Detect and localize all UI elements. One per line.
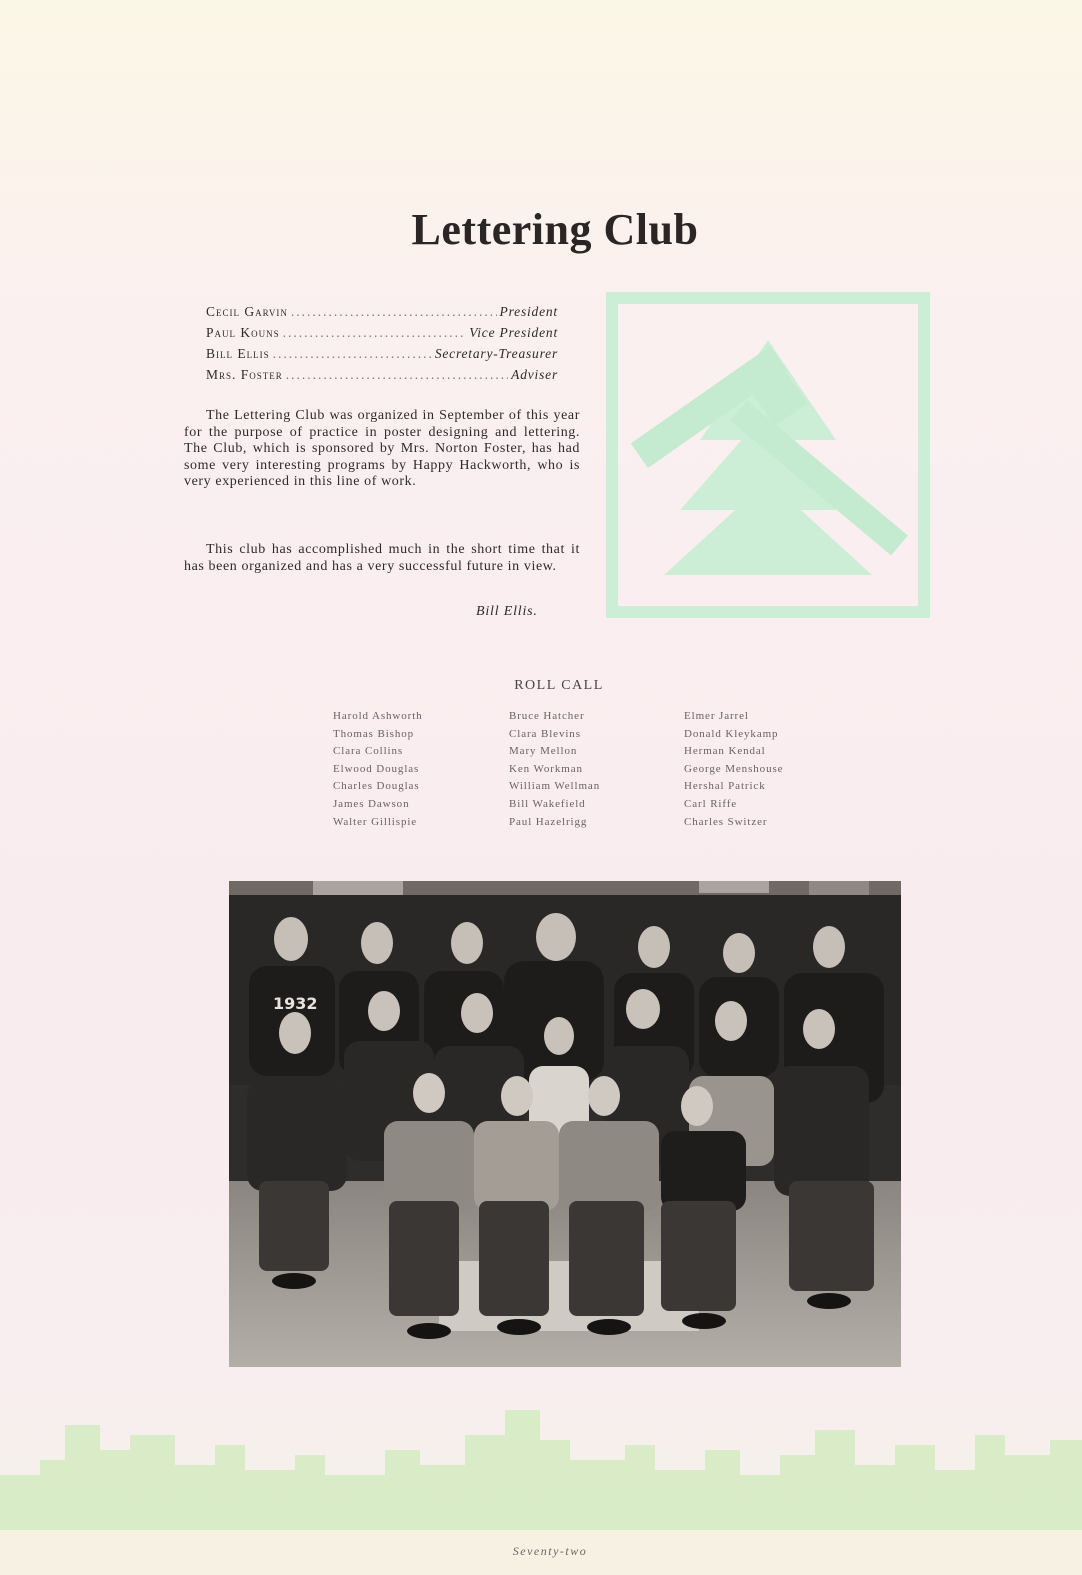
group-photo-illustration (229, 881, 901, 1367)
body-paragraph: The Lettering Club was organized in September of this year for the purpose of practice in poster designing and lettering. The Club, which is sponsored by Mrs. Norton Foster, has had some very interesting programs by Happy Hackworth, who is very experienced in this line of work. (184, 408, 580, 489)
officer-title: Vice President (469, 325, 558, 340)
member-name: Elwood Douglas (333, 762, 420, 775)
officers-list (206, 301, 558, 385)
member-name: Mary Mellon (509, 745, 578, 758)
roll-call-column (509, 708, 600, 831)
member-name: Herman Kendal (684, 745, 766, 758)
member-name: Thomas Bishop (333, 727, 415, 740)
dot-leader (291, 301, 497, 322)
body-paragraph: This club has accomplished much in the short time that it has been organized and has a very successful future in view. (184, 542, 580, 574)
officer-row (206, 301, 558, 322)
officer-row (206, 343, 558, 364)
member-name: William Wellman (509, 780, 601, 793)
member-name: James Dawson (333, 797, 410, 810)
page-number: Seventy-two (512, 1544, 588, 1558)
officer-row (206, 364, 558, 385)
lettering-club-emblem (604, 290, 932, 620)
member-name: Carl Riffe (684, 797, 738, 810)
roll-call-column (333, 708, 423, 831)
member-name: Charles Switzer (684, 815, 768, 828)
officer-name: Cecil Garvin (206, 304, 288, 319)
member-name: Donald Kleykamp (684, 727, 779, 740)
member-name: Paul Hazelrigg (509, 815, 588, 828)
member-name: Clara Collins (333, 745, 404, 758)
officer-title: Secretary-Treasurer (434, 346, 558, 361)
member-name: Ken Workman (509, 762, 583, 775)
page-title: Lettering Club (411, 205, 699, 254)
sweater-numerals: 1932 (273, 994, 318, 1013)
member-name: Hershal Patrick (684, 780, 766, 793)
club-group-photo (229, 881, 901, 1367)
member-name: Walter Gillispie (333, 815, 418, 828)
officer-title: Adviser (511, 367, 558, 382)
member-name: Charles Douglas (333, 780, 420, 793)
dot-leader (273, 343, 432, 364)
officer-name: Bill Ellis (206, 346, 270, 361)
roll-call-heading: ROLL CALL (514, 678, 604, 693)
officer-row (206, 322, 558, 343)
dot-leader (283, 322, 467, 343)
member-name: Harold Ashworth (333, 710, 423, 722)
officer-title: President (499, 304, 558, 319)
member-name: Clara Blevins (509, 727, 581, 740)
member-name: Bill Wakefield (509, 797, 586, 810)
roll-call-column (684, 708, 783, 831)
officer-name: Mrs. Foster (206, 367, 283, 382)
member-name: George Menshouse (684, 762, 784, 775)
officer-name: Paul Kouns (206, 325, 280, 340)
dot-leader (286, 364, 508, 385)
member-name: Elmer Jarrel (684, 710, 749, 722)
author-signature: Bill Ellis. (476, 604, 538, 619)
city-skyline-decoration (0, 1405, 1082, 1535)
member-name: Bruce Hatcher (509, 710, 585, 722)
